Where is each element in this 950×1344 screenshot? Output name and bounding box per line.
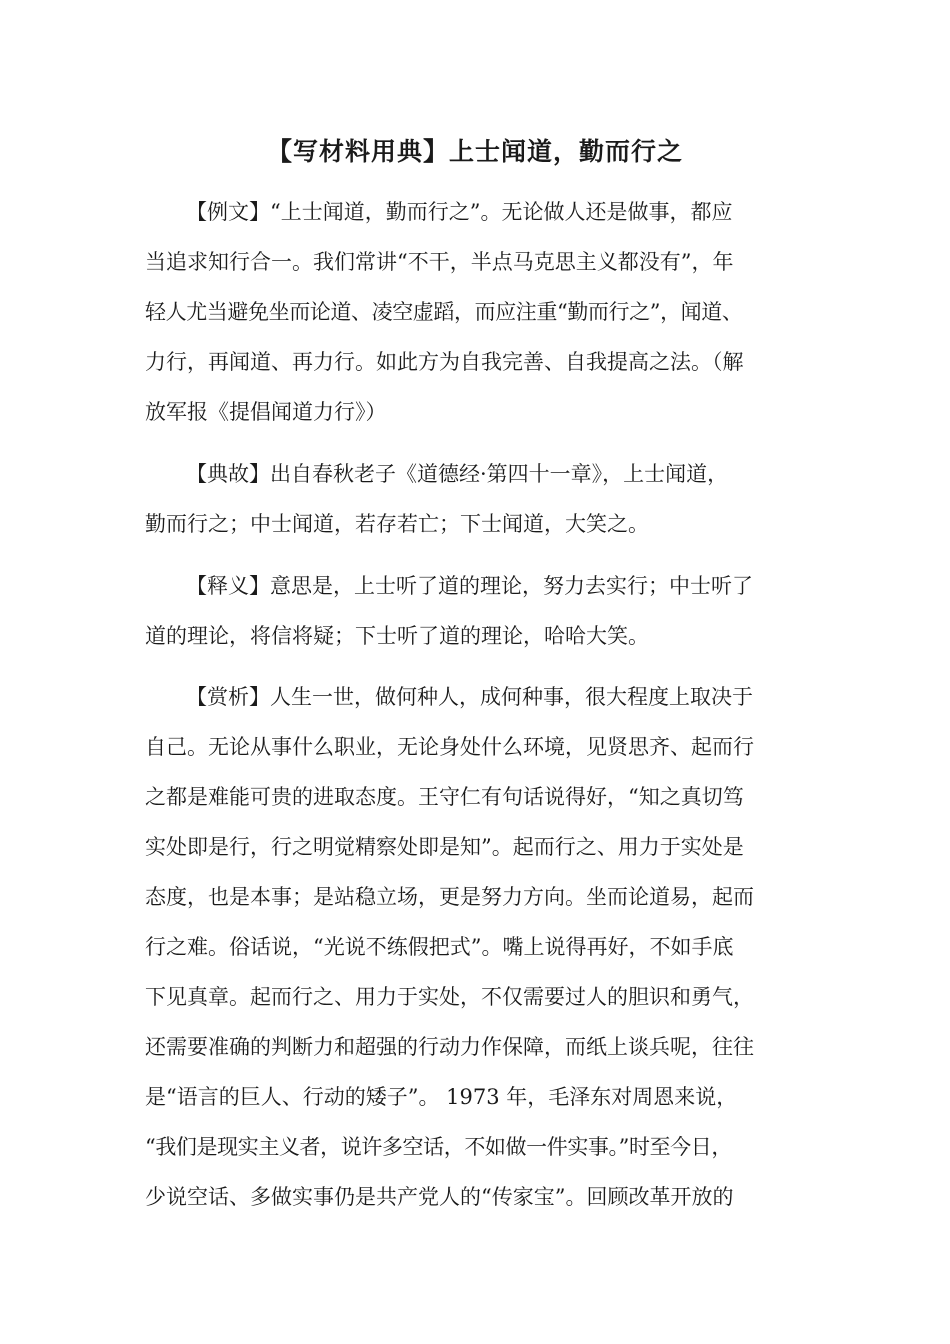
paragraph-analysis-line-2: 自己。无论从事什么职业，无论身处什么环境，见贤思齐、起而行 bbox=[145, 735, 754, 759]
paragraph-example-line-1: 【例文】“上士闻道，勤而行之”。无论做人还是做事，都应 bbox=[186, 200, 733, 224]
paragraph-analysis-line-7: 下见真章。起而行之、用力于实处，不仅需要过人的胆识和勇气， bbox=[145, 985, 754, 1009]
paragraph-meaning-line-1: 【释义】意思是，上士听了道的理论，努力去实行；中士听了 bbox=[186, 574, 753, 598]
paragraph-allusion-line-2: 勤而行之；中士闻道，若存若亡；下士闻道，大笑之。 bbox=[145, 512, 649, 536]
paragraph-analysis-line-3: 之都是难能可贵的进取态度。王守仁有句话说得好，“知之真切笃 bbox=[145, 785, 744, 809]
paragraph-meaning-line-2: 道的理论，将信将疑；下士听了道的理论，哈哈大笑。 bbox=[145, 624, 649, 648]
paragraph-example-line-3: 轻人尤当避免坐而论道、凌空虚蹈，而应注重“勤而行之”，闻道、 bbox=[145, 300, 743, 324]
paragraph-example-line-2: 当追求知行合一。我们常讲“不干，半点马克思主义都没有”，年 bbox=[145, 250, 734, 274]
paragraph-analysis-line-6: 行之难。俗话说，“光说不练假把式”。嘴上说得再好，不如手底 bbox=[145, 935, 734, 959]
paragraph-analysis-line-8: 还需要准确的判断力和超强的行动力作保障，而纸上谈兵呢，往往 bbox=[145, 1035, 754, 1059]
paragraph-analysis-line-10: “我们是现实主义者，说许多空话，不如做一件实事。”时至今日， bbox=[145, 1135, 732, 1159]
paragraph-example-line-5: 放军报《提倡闻道力行》） bbox=[145, 400, 387, 424]
paragraph-analysis-line-5: 态度，也是本事；是站稳立场，更是努力方向。坐而论道易，起而 bbox=[145, 885, 754, 909]
paragraph-allusion-line-1: 【典故】出自春秋老子《道德经·第四十一章》，上士闻道， bbox=[186, 462, 729, 486]
paragraph-analysis-line-4: 实处即是行，行之明觉精察处即是知”。起而行之、用力于实处是 bbox=[145, 835, 744, 859]
paragraph-analysis-line-1: 【赏析】人生一世，做何种人，成何种事，很大程度上取决于 bbox=[186, 685, 753, 709]
paragraph-example-line-4: 力行，再闻道、再力行。如此方为自我完善、自我提高之法。（解 bbox=[145, 350, 744, 374]
document-title: 【写材料用典】上士闻道，勤而行之 bbox=[266, 137, 683, 166]
paragraph-analysis-line-11: 少说空话、多做实事仍是共产党人的“传家宝”。回顾改革开放的 bbox=[145, 1185, 734, 1209]
paragraph-analysis-line-9: 是“语言的巨人、行动的矮子”。 1973 年，毛泽东对周恩来说， bbox=[145, 1085, 738, 1109]
